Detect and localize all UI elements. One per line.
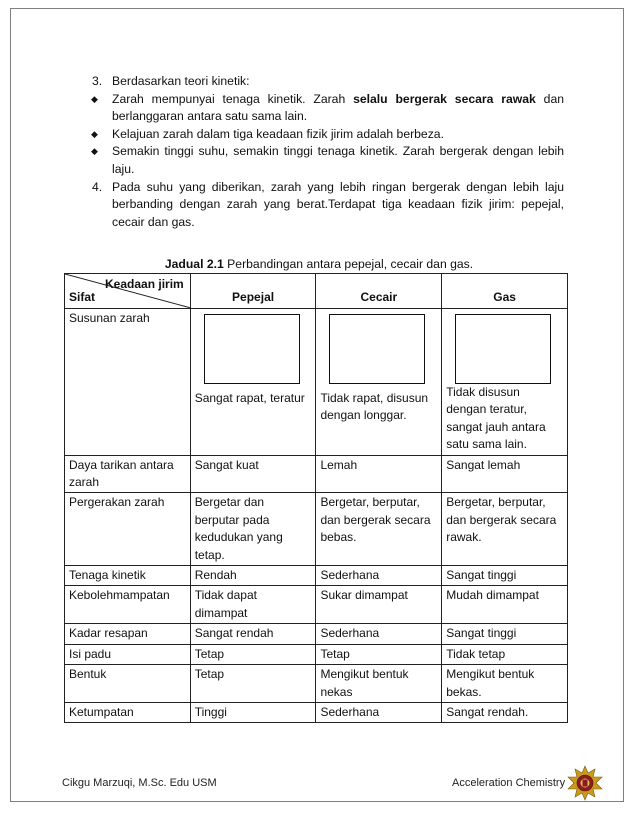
- bullet-icon: ◆: [91, 128, 98, 139]
- table-caption-text: Perbandingan antara pepejal, cecair dan gas.: [223, 257, 474, 271]
- point-3: [88, 73, 564, 91]
- solid-cell: Sangat kuat: [190, 455, 316, 493]
- gas-cell: Mengikut bentuk bekas.: [442, 665, 568, 703]
- header-property-label: Sifat: [69, 289, 96, 304]
- gas-cell: Tidak tetap: [442, 644, 568, 664]
- point-4: [88, 179, 564, 232]
- liquid-cell: Lemah: [316, 455, 442, 493]
- solid-cell: Sangat rendah: [190, 624, 316, 644]
- liquid-arrangement-cell: [316, 309, 442, 456]
- solid-cell: Tetap: [190, 665, 316, 703]
- table-header-row: [65, 274, 568, 309]
- table-row: [65, 586, 568, 624]
- liquid-particle-diagram-box: [329, 314, 425, 384]
- header-state-label: Keadaan jirim: [105, 277, 184, 291]
- bullet-text: Zarah mempunyai tenaga kinetik. Zarah: [112, 91, 354, 106]
- table-caption: [0, 257, 638, 271]
- header-liquid: Cecair: [316, 274, 442, 309]
- bullet-item: [88, 126, 564, 144]
- solid-arrangement-cell: [190, 309, 316, 456]
- bullet-item: [88, 91, 564, 126]
- gas-arrangement-cell: [442, 309, 568, 456]
- solid-cell: Rendah: [190, 566, 316, 586]
- row-label: Daya tarikan antara zarah: [65, 455, 191, 493]
- gas-arrangement-text: Tidak disusun dengan teratur, sangat jauh antara satu sama lain.: [446, 385, 546, 452]
- table-row: [65, 566, 568, 586]
- gas-cell: Bergetar, berputar, dan bergerak secara rawak.: [442, 493, 568, 566]
- liquid-cell: Sederhana: [316, 566, 442, 586]
- point-4-number: 4.: [92, 179, 103, 194]
- table-row: [65, 455, 568, 493]
- bullet-text: Semakin tinggi suhu, semakin tinggi tenaga kinetik. Zarah bergerak dengan lebih laju.: [112, 144, 564, 176]
- point-4-text: Pada suhu yang diberikan, zarah yang lebih ringan bergerak dengan lebih laju berbanding dengan zarah yang berat.Terdapat tiga keadaan fizik jirim: pepejal, cecair dan gas.: [112, 179, 564, 229]
- bullet-text: Kelajuan zarah dalam tiga keadaan fizik jirim adalah berbeza.: [112, 126, 444, 141]
- university-crest-icon: [565, 765, 605, 801]
- row-label: Kadar resapan: [65, 624, 191, 644]
- header-corner-cell: [65, 274, 191, 309]
- header-gas: Gas: [442, 274, 568, 309]
- row-label: Isi padu: [65, 644, 191, 664]
- point-3-text: Berdasarkan teori kinetik:: [112, 74, 250, 88]
- table-row: [65, 665, 568, 703]
- gas-cell: Mudah dimampat: [442, 586, 568, 624]
- row-label: Bentuk: [65, 665, 191, 703]
- solid-cell: Bergetar dan berputar pada kedudukan yang tetap.: [190, 493, 316, 566]
- header-solid: Pepejal: [190, 274, 316, 309]
- solid-particle-diagram-box: [204, 314, 300, 384]
- table-row: [65, 493, 568, 566]
- footer-course: Acceleration Chemistry: [452, 777, 566, 789]
- bullet-text: dan berlanggaran antara satu sama lain.: [112, 91, 564, 124]
- liquid-cell: Tetap: [316, 644, 442, 664]
- bullet-icon: ◆: [91, 93, 98, 104]
- kinetic-theory-points: [88, 73, 564, 231]
- row-label: Tenaga kinetik: [65, 566, 191, 586]
- table-row: [65, 309, 568, 456]
- bullet-item: [88, 143, 564, 178]
- row-label: Ketumpatan: [65, 702, 191, 722]
- row-label: Susunan zarah: [65, 309, 191, 456]
- liquid-cell: Sederhana: [316, 702, 442, 722]
- gas-cell: Sangat lemah: [442, 455, 568, 493]
- liquid-cell: Mengikut bentuk nekas: [316, 665, 442, 703]
- row-label: Pergerakan zarah: [65, 493, 191, 566]
- bullet-bold-text: selalu bergerak secara rawak: [353, 91, 536, 106]
- comparison-table: [64, 273, 568, 723]
- liquid-cell: Bergetar, berputar, dan bergerak secara bebas.: [316, 493, 442, 566]
- table-row: [65, 644, 568, 664]
- bullet-icon: ◆: [91, 146, 98, 157]
- solid-cell: Tinggi: [190, 702, 316, 722]
- gas-cell: Sangat rendah.: [442, 702, 568, 722]
- row-label: Kebolehmampatan: [65, 586, 191, 624]
- solid-arrangement-text: Sangat rapat, teratur: [194, 391, 305, 405]
- liquid-arrangement-text: Tidak rapat, disusun dengan longgar.: [320, 391, 429, 423]
- gas-cell: Sangat tinggi: [442, 624, 568, 644]
- gas-cell: Sangat tinggi: [442, 566, 568, 586]
- table-caption-label: Jadual 2.1: [164, 257, 224, 271]
- liquid-cell: Sederhana: [316, 624, 442, 644]
- solid-cell: Tetap: [190, 644, 316, 664]
- table-row: [65, 624, 568, 644]
- footer-author: Cikgu Marzuqi, M.Sc. Edu USM: [62, 777, 217, 789]
- gas-particle-diagram-box: [455, 314, 551, 384]
- solid-cell: Tidak dapat dimampat: [190, 586, 316, 624]
- table-row: [65, 702, 568, 722]
- point-3-number: 3.: [92, 74, 103, 88]
- liquid-cell: Sukar dimampat: [316, 586, 442, 624]
